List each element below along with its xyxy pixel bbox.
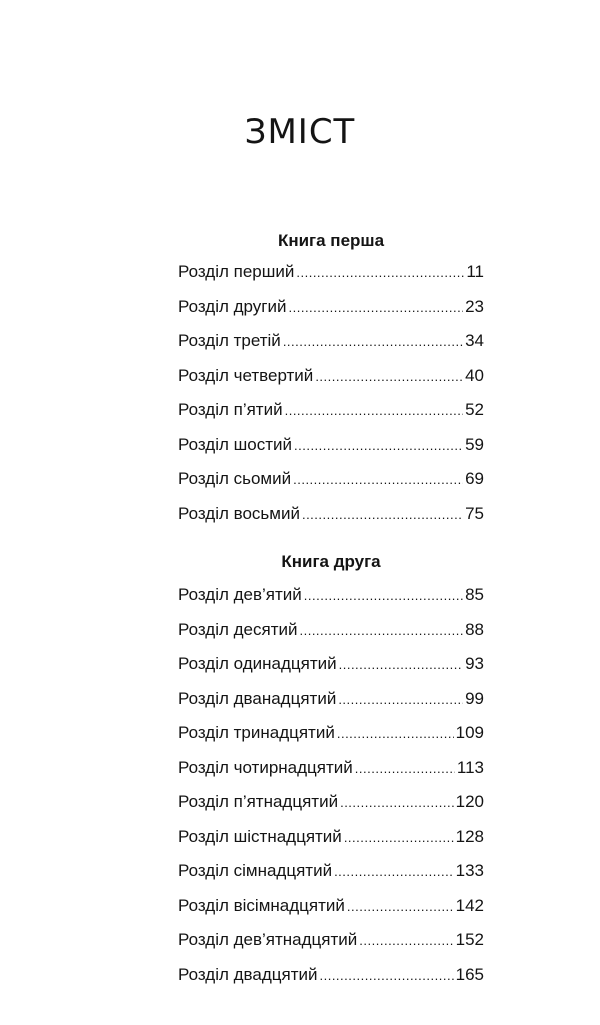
dot-leader <box>285 403 463 418</box>
toc-entry-title: Розділ тринадцятий <box>178 723 335 742</box>
toc-entry-title: Розділ четвертий <box>178 365 314 385</box>
toc-entry <box>178 654 484 689</box>
toc-entry-title: Розділ вісімнадцятий <box>178 895 345 915</box>
toc-entry-page: 109 <box>455 723 484 742</box>
dot-leader <box>359 933 453 948</box>
toc-entry-title: Розділ дванадцятий <box>178 688 337 708</box>
book-heading-first: Книга перша <box>277 231 385 250</box>
dot-leader <box>299 623 463 638</box>
toc-entry <box>178 965 484 1000</box>
toc-entry <box>178 827 484 862</box>
dot-leader <box>347 899 454 914</box>
toc-entry-title: Розділ восьмий <box>178 503 300 523</box>
toc-entry-title: Розділ сьомий <box>178 469 292 488</box>
toc-entry-page: 85 <box>465 585 484 604</box>
toc-entry-page: 165 <box>455 964 484 984</box>
toc-list-book-first <box>178 262 484 538</box>
toc-entry-title: Розділ сімнадцятий <box>178 861 333 880</box>
dot-leader <box>283 334 463 349</box>
dot-leader <box>355 761 455 776</box>
dot-leader <box>344 830 454 845</box>
toc-entry-title: Розділ перший <box>178 262 295 281</box>
toc-entry-page: 59 <box>465 434 484 454</box>
toc-entry <box>178 861 484 896</box>
toc-entry <box>178 297 484 332</box>
dot-leader <box>294 438 463 453</box>
toc-entry-page: 120 <box>455 792 484 811</box>
toc-entry-page: 88 <box>465 619 484 639</box>
dot-leader <box>296 265 464 280</box>
dot-leader <box>319 968 453 983</box>
toc-entry-page: 40 <box>465 365 484 385</box>
toc-entry <box>178 620 484 655</box>
toc-entry <box>178 723 484 758</box>
toc-entry-page: 133 <box>455 861 484 880</box>
book-heading-second: Книга друга <box>281 552 381 571</box>
toc-entry <box>178 400 484 435</box>
toc-entry <box>178 435 484 470</box>
toc-entry-title: Розділ двадцятий <box>178 964 318 984</box>
toc-entry-title: Розділ п’ятнадцятий <box>178 792 339 811</box>
toc-entry-title: Розділ одинадцятий <box>178 654 337 673</box>
toc-entry <box>178 896 484 931</box>
toc-entry-title: Розділ чотирнадцятий <box>178 757 353 777</box>
toc-entry <box>178 689 484 724</box>
toc-entry-page: 52 <box>465 400 484 419</box>
toc-entry <box>178 930 484 965</box>
toc-entry-title: Розділ шістнадцятий <box>178 826 342 846</box>
toc-entry-title: Розділ дев’ятнадцятий <box>178 930 358 949</box>
dot-leader <box>340 795 454 810</box>
toc-entry-page: 34 <box>465 331 484 350</box>
toc-entry-page: 75 <box>465 503 484 523</box>
toc-entry-page: 99 <box>465 688 484 708</box>
toc-entry-page: 142 <box>455 895 484 915</box>
dot-leader <box>334 864 454 879</box>
toc-entry-page: 23 <box>465 296 484 316</box>
toc-entry-title: Розділ п’ятий <box>178 400 283 419</box>
toc-entry-page: 152 <box>455 930 484 949</box>
toc-entry <box>178 585 484 620</box>
dot-leader <box>289 300 464 315</box>
dot-leader <box>339 657 463 672</box>
toc-entry-page: 113 <box>456 757 484 777</box>
toc-entry-title: Розділ другий <box>178 296 287 316</box>
toc-entry-title: Розділ шостий <box>178 434 292 454</box>
dot-leader <box>337 726 454 741</box>
toc-entry <box>178 262 484 297</box>
toc-entry <box>178 758 484 793</box>
dot-leader <box>293 472 463 487</box>
toc-list-book-second <box>178 585 484 999</box>
dot-leader <box>315 369 463 384</box>
toc-entry-page: 11 <box>466 262 484 281</box>
toc-entry <box>178 331 484 366</box>
page-title: ЗМІСТ <box>244 112 356 152</box>
dot-leader <box>304 588 463 603</box>
toc-entry-title: Розділ десятий <box>178 619 298 639</box>
toc-entry <box>178 469 484 504</box>
toc-entry-page: 93 <box>465 654 484 673</box>
toc-entry-title: Розділ третій <box>178 331 281 350</box>
toc-entry <box>178 504 484 539</box>
toc-entry-page: 69 <box>465 469 484 488</box>
toc-entry <box>178 792 484 827</box>
dot-leader <box>302 507 463 522</box>
toc-entry <box>178 366 484 401</box>
toc-entry-page: 128 <box>455 826 484 846</box>
dot-leader <box>338 692 463 707</box>
toc-entry-title: Розділ дев’ятий <box>178 585 302 604</box>
